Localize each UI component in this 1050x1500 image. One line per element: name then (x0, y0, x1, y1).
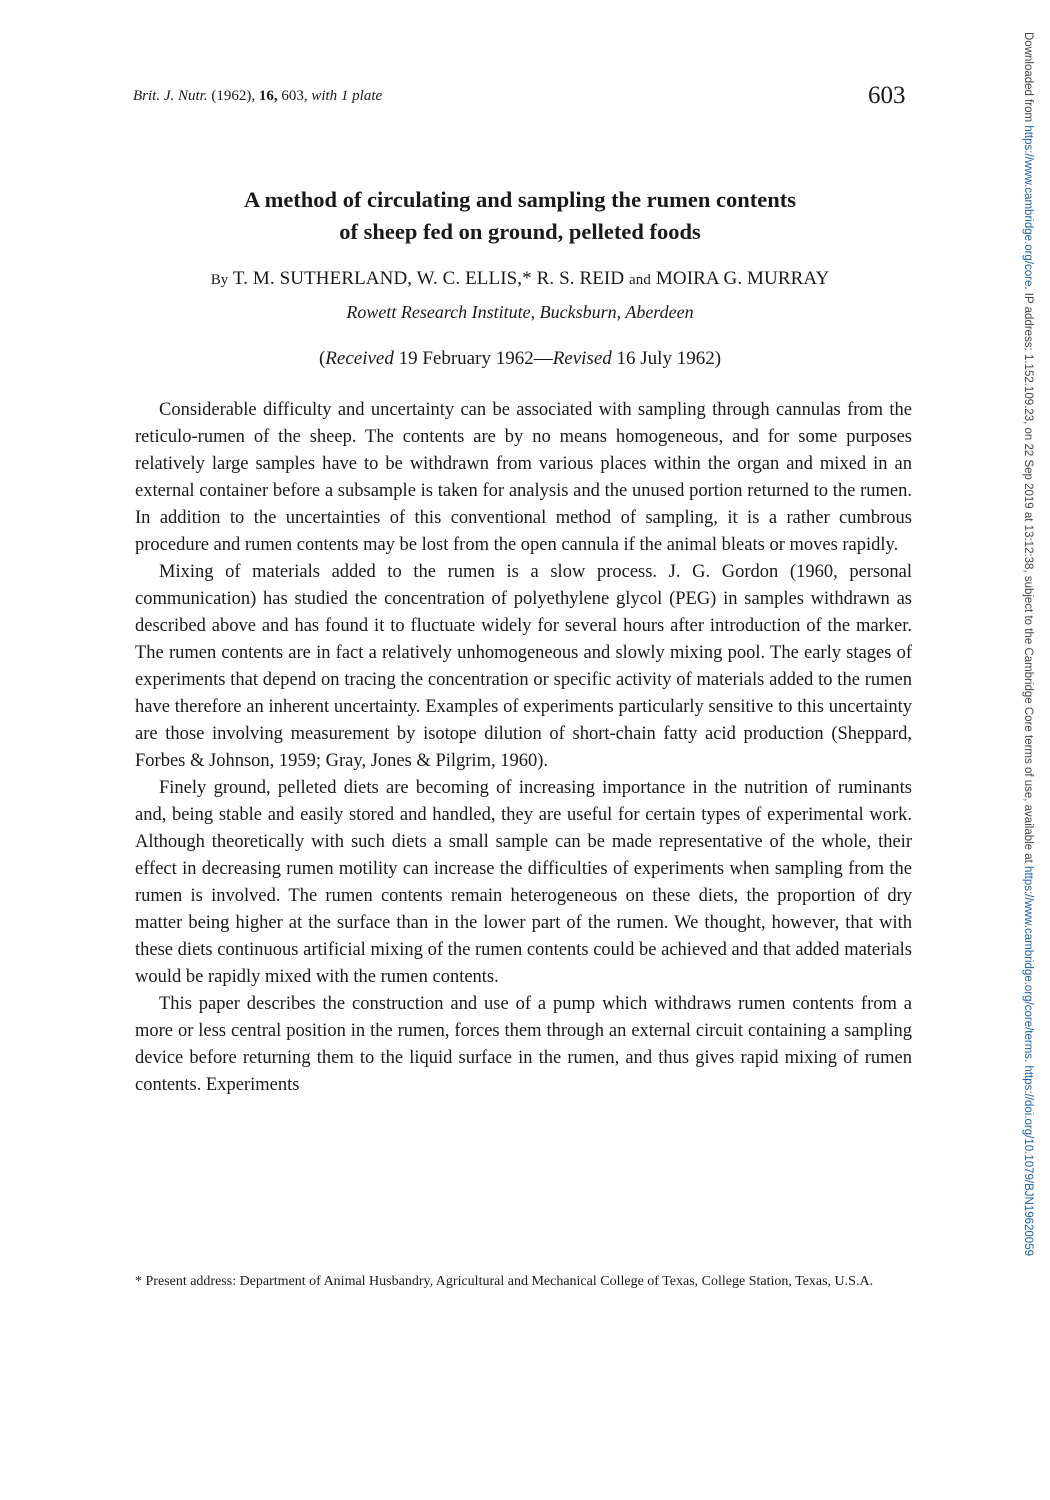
cambridge-core-link[interactable]: https://www.cambridge.org/core (1022, 125, 1034, 287)
paragraph-2: Mixing of materials added to the rumen is a slow process. J. G. Gordon (1960, personal communication) has studied the concentration of polyethylene glycol (PEG) in samples withdrawn as described above and has found it to fluctuate widely for several hours after introduction of the marker. The rumen contents are in fact a relatively unhomogeneous and slowly mixing pool. The early stages of experiments that depend on tracing the concentration or specific activity of materials added to the rumen have therefore an inherent uncertainty. Examples of experiments particularly sensitive to this uncertainty are those involving measurement by isotope dilution of short-chain fatty acid production (Sheppard, Forbes & Johnson, 1959; Gray, Jones & Pilgrim, 1960). (135, 562, 912, 771)
received-dates (100, 348, 940, 370)
journal-page-ref: 603, (281, 88, 308, 104)
affiliation: Rowett Research Institute, Bucksburn, Aberdeen (346, 302, 694, 322)
download-details: . IP address: 1.152.109.23, on 22 Sep 2019 at 13:12:38, subject to the Cambridge Core terms of use, available at (1022, 286, 1034, 867)
paragraph-3: Finely ground, pelleted diets are becoming of increasing importance in the nutrition of ruminants and, being stable and easily stored and handled, they are useful for certain types of experimental work. Although theoretically with such diets a small sample can be made representative of the whole, their effect in decreasing rumen motility can increase the difficulties of experiments when sampling from the rumen is involved. The rumen contents remain heterogeneous on these diets, the proportion of dry matter being higher at the surface than in the lower part of the rumen. We thought, however, that with these diets continuous artificial mixing of the rumen contents could be achieved and that added materials would be rapidly mixed with the rumen contents. (135, 778, 912, 987)
received-label: Received (325, 348, 394, 369)
journal-year: (1962), (211, 88, 256, 104)
revised-label: Revised (552, 348, 612, 369)
paper-title (100, 184, 940, 248)
journal-name: Brit. J. Nutr. (133, 88, 208, 104)
terms-link[interactable]: https://www.cambridge.org/core/terms (1022, 866, 1034, 1060)
journal-volume: 16, (258, 88, 278, 104)
dates-open: ( (318, 348, 326, 369)
journal-reference (133, 88, 382, 105)
revised-date: 16 July 1962) (611, 348, 722, 369)
author-names-1: T. M. SUTHERLAND, W. C. ELLIS,* R. S. REID (232, 268, 625, 289)
link-separator: . (1022, 1059, 1034, 1066)
body-text (135, 397, 912, 1099)
received-date: 19 February 1962— (393, 348, 553, 369)
journal-plate: with 1 plate (311, 88, 383, 104)
footnote: * Present address: Department of Animal Husbandry, Agricultural and Mechanical College of Texas, College Station, Texas, U.S.A. (135, 1274, 874, 1289)
title-line-2: of sheep fed on ground, pelleted foods (339, 219, 701, 244)
author-by: By (210, 272, 229, 288)
doi-link[interactable]: https://doi.org/10.1079/BJN19620059 (1022, 1065, 1034, 1256)
author-list (100, 268, 940, 290)
author-names-2: MOIRA G. MURRAY (655, 268, 830, 289)
paragraph-4: This paper describes the construction and use of a pump which withdraws rumen contents from a more or less central position in the rumen, forces them through an external circuit containing a sampling device before returning them to the liquid surface in the rumen, and thus gives rapid mixing of rumen contents. Experiments (135, 994, 912, 1095)
download-notice (1018, 32, 1038, 1462)
paragraph-1: Considerable difficulty and uncertainty can be associated with sampling through cannulas from the reticulo-rumen of the sheep. The contents are by no means homogeneous, and for some purposes relatively large samples have to be withdrawn from various places within the organ and mixed in an external container before a subsample is taken for analysis and the unused portion returned to the rumen. In addition to the uncertainties of this conventional method of sampling, it is a rather cumbrous procedure and rumen contents may be lost from the open cannula if the animal bleats or moves rapidly. (135, 400, 912, 555)
author-and: and (629, 272, 652, 288)
page-number: 603 (868, 82, 906, 109)
title-line-1: A method of circulating and sampling the rumen contents (243, 187, 797, 212)
download-prefix: Downloaded from (1022, 32, 1034, 126)
